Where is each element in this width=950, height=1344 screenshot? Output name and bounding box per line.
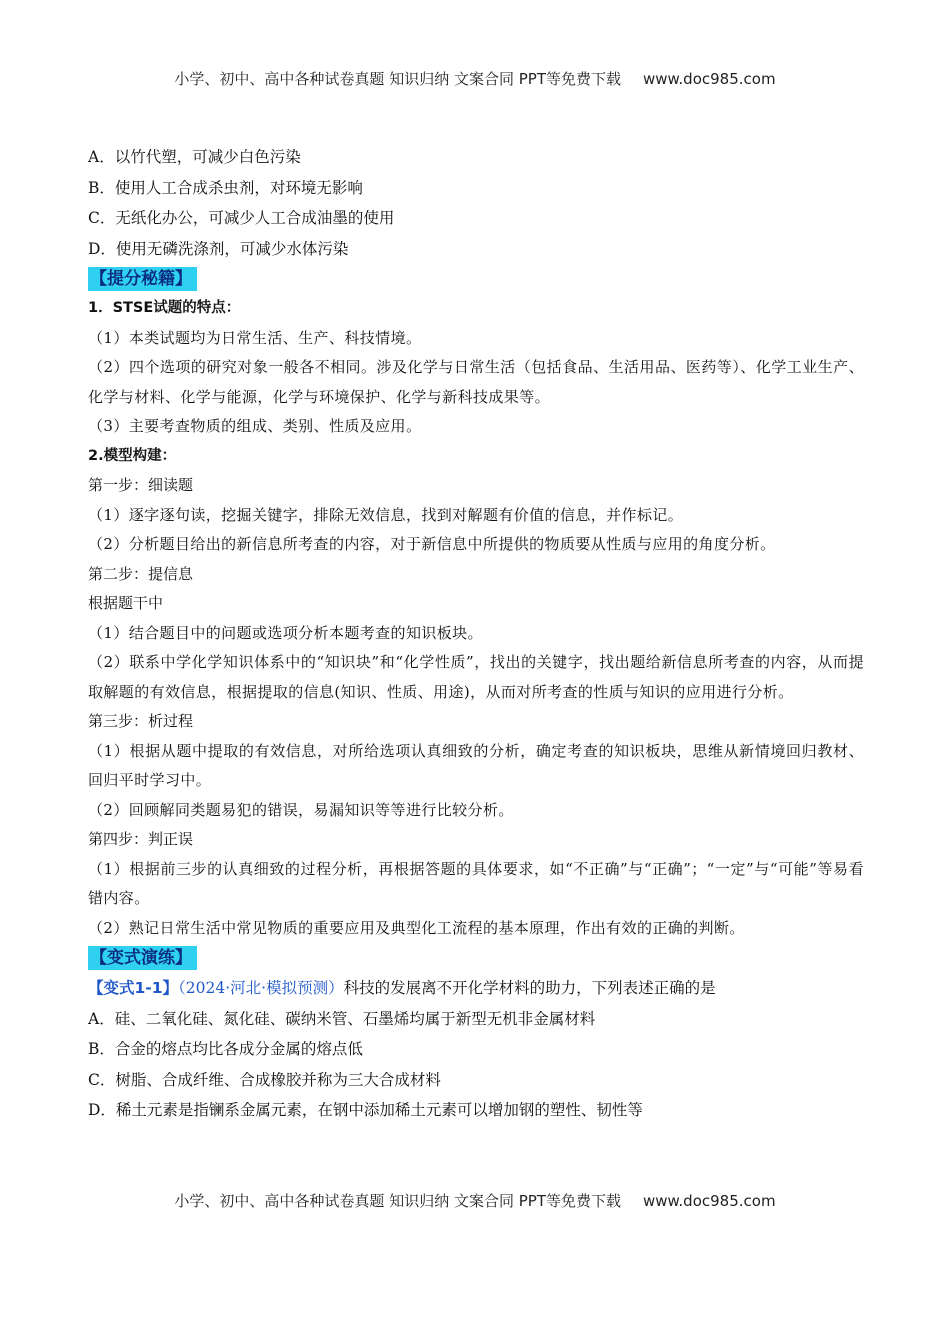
tips-h1-item-1: （1）本类试题均为日常生活、生产、科技情境。 bbox=[88, 328, 422, 347]
step-3-item-1: （1）根据从题中提取的有效信息，对所给选项认真细致的分析，确定考查的知识板块，思维从新情境回归教材、回归平时学习中。 bbox=[88, 741, 864, 789]
step-4-item-1: （1）根据前三步的认真细致的过程分析，再根据答题的具体要求，如“不正确”与“正确”；“一定”与“可能”等易看错内容。 bbox=[88, 859, 864, 907]
header-text: 小学、初中、高中各种试卷真题 知识归纳 文案合同 PPT等免费下载 bbox=[174, 70, 621, 88]
question-text: 科技的发展离不开化学材料的助力，下列表述正确的是 bbox=[343, 979, 716, 997]
step-2-item-1: （1）结合题目中的问题或选项分析本题考查的知识板块。 bbox=[88, 623, 483, 642]
document-body bbox=[88, 142, 864, 1126]
step-2-item-2: （2）联系中学化学知识体系中的“知识块”和“化学性质”，找出的关键字，找出题给新信息所考查的内容，从而提取解题的有效信息，根据提取的信息(知识、性质、用途)，从而对所考查的性质与知识的应用进行分析。 bbox=[88, 653, 864, 701]
tips-heading-1: 1．STSE试题的特点： bbox=[88, 300, 241, 316]
page-header bbox=[0, 68, 950, 89]
practice-option-b: B．合金的熔点均比各成分金属的熔点低 bbox=[88, 1040, 363, 1058]
question-options-top bbox=[88, 142, 864, 264]
practice-question bbox=[88, 973, 864, 1004]
step-2-title: 第二步：提信息 bbox=[88, 564, 194, 583]
tips-h1-item-3: （3）主要考查物质的组成、类别、性质及应用。 bbox=[88, 417, 422, 435]
step-2-subtitle: 根据题干中 bbox=[88, 594, 164, 612]
tips-h1-item-2: （2）四个选项的研究对象一般各不相同。涉及化学与日常生活（包括食品、生活用品、医药等）、化学工业生产、化学与材料、化学与能源，化学与环境保护、化学与新科技成果等。 bbox=[88, 358, 864, 406]
tips-heading-2: 2.模型构建： bbox=[88, 447, 177, 464]
practice-tag: 【变式演练】 bbox=[88, 946, 197, 970]
question-source: （2024·河北·模拟预测） bbox=[178, 979, 344, 997]
tips-tag: 【提分秘籍】 bbox=[88, 267, 197, 291]
option-d: D．使用无磷洗涤剂，可减少水体污染 bbox=[88, 239, 349, 258]
practice-option-a: A．硅、二氧化硅、氮化硅、碳纳米管、石墨烯均属于新型无机非金属材料 bbox=[88, 1009, 596, 1028]
option-c: C．无纸化办公，可减少人工合成油墨的使用 bbox=[88, 209, 395, 227]
question-label: 【变式1-1】 bbox=[88, 979, 179, 997]
practice-option-d: D．稀土元素是指镧系金属元素，在钢中添加稀土元素可以增加钢的塑性、韧性等 bbox=[88, 1101, 643, 1119]
option-b: B．使用人工合成杀虫剂，对环境无影响 bbox=[88, 178, 363, 197]
practice-option-c: C．树脂、合成纤维、合成橡胶并称为三大合成材料 bbox=[88, 1070, 441, 1089]
step-4-title: 第四步：判正误 bbox=[88, 830, 194, 848]
tips-section bbox=[88, 264, 864, 943]
step-1-item-1: （1）逐字逐句读，挖掘关键字，排除无效信息，找到对解题有价值的信息，并作标记。 bbox=[88, 505, 684, 524]
footer-site-link[interactable]: www.doc985.com bbox=[642, 1192, 776, 1210]
page-footer bbox=[0, 1190, 950, 1211]
step-1-item-2: （2）分析题目给出的新信息所考查的内容，对于新信息中所提供的物质要从性质与应用的角度分析。 bbox=[88, 535, 776, 553]
step-4-item-2: （2）熟记日常生活中常见物质的重要应用及典型化工流程的基本原理，作出有效的正确的判断。 bbox=[88, 918, 745, 937]
practice-section bbox=[88, 943, 864, 1126]
step-3-title: 第三步：析过程 bbox=[88, 712, 194, 730]
step-3-item-2: （2）回顾解同类题易犯的错误，易漏知识等等进行比较分析。 bbox=[88, 800, 514, 819]
footer-text: 小学、初中、高中各种试卷真题 知识归纳 文案合同 PPT等免费下载 bbox=[174, 1192, 621, 1210]
option-a: A．以竹代塑，可减少白色污染 bbox=[88, 148, 301, 166]
header-site-link[interactable]: www.doc985.com bbox=[642, 70, 776, 88]
step-1-title: 第一步：细读题 bbox=[88, 476, 194, 494]
